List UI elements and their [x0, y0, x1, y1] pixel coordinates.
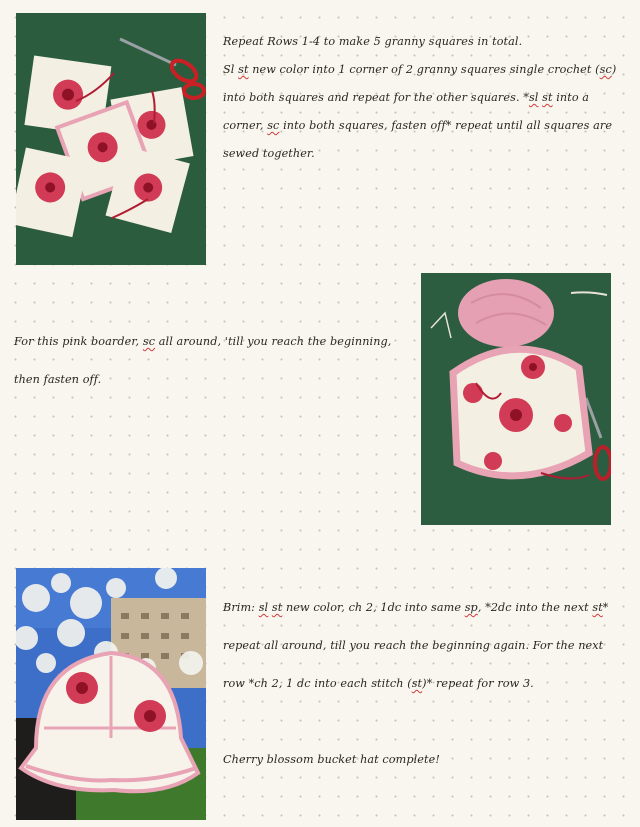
- step-join-line4: sewed together.: [223, 147, 315, 160]
- step-border-line2: then fasten off.: [14, 373, 102, 386]
- granny-squares-photo: [16, 13, 206, 265]
- pink-border-basket-photo: [421, 273, 611, 525]
- step-join-line3: corner, sc into both squares, fasten off* repeat until all squares are: [223, 119, 613, 132]
- step-brim-line1: Brim: sl st new color, ch 2, 1dc into same sp, *2dc into the next st*: [223, 601, 609, 614]
- section1-text: [223, 28, 628, 168]
- step-brim-line2: repeat all around, till you reach the beginning again. For the next: [223, 639, 604, 652]
- step-join-line2: into both squares and repeat for the other squares. *sl st into a: [223, 91, 590, 104]
- step-join-line1: Sl st new color into 1 corner of 2 granny squares single crochet (sc): [223, 63, 617, 76]
- section3-text: [223, 589, 628, 779]
- completion-note: Cherry blossom bucket hat complete!: [223, 753, 440, 766]
- step-repeat-rows: Repeat Rows 1-4 to make 5 granny squares in total.: [223, 35, 523, 48]
- bucket-hat-photo: [16, 568, 206, 820]
- step-brim-line3: row *ch 2, 1 dc into each stitch (st)* repeat for row 3.: [223, 677, 534, 690]
- section2-text: [14, 323, 414, 399]
- step-border-line1: For this pink boarder, sc all around, 'till you reach the beginning,: [14, 335, 392, 348]
